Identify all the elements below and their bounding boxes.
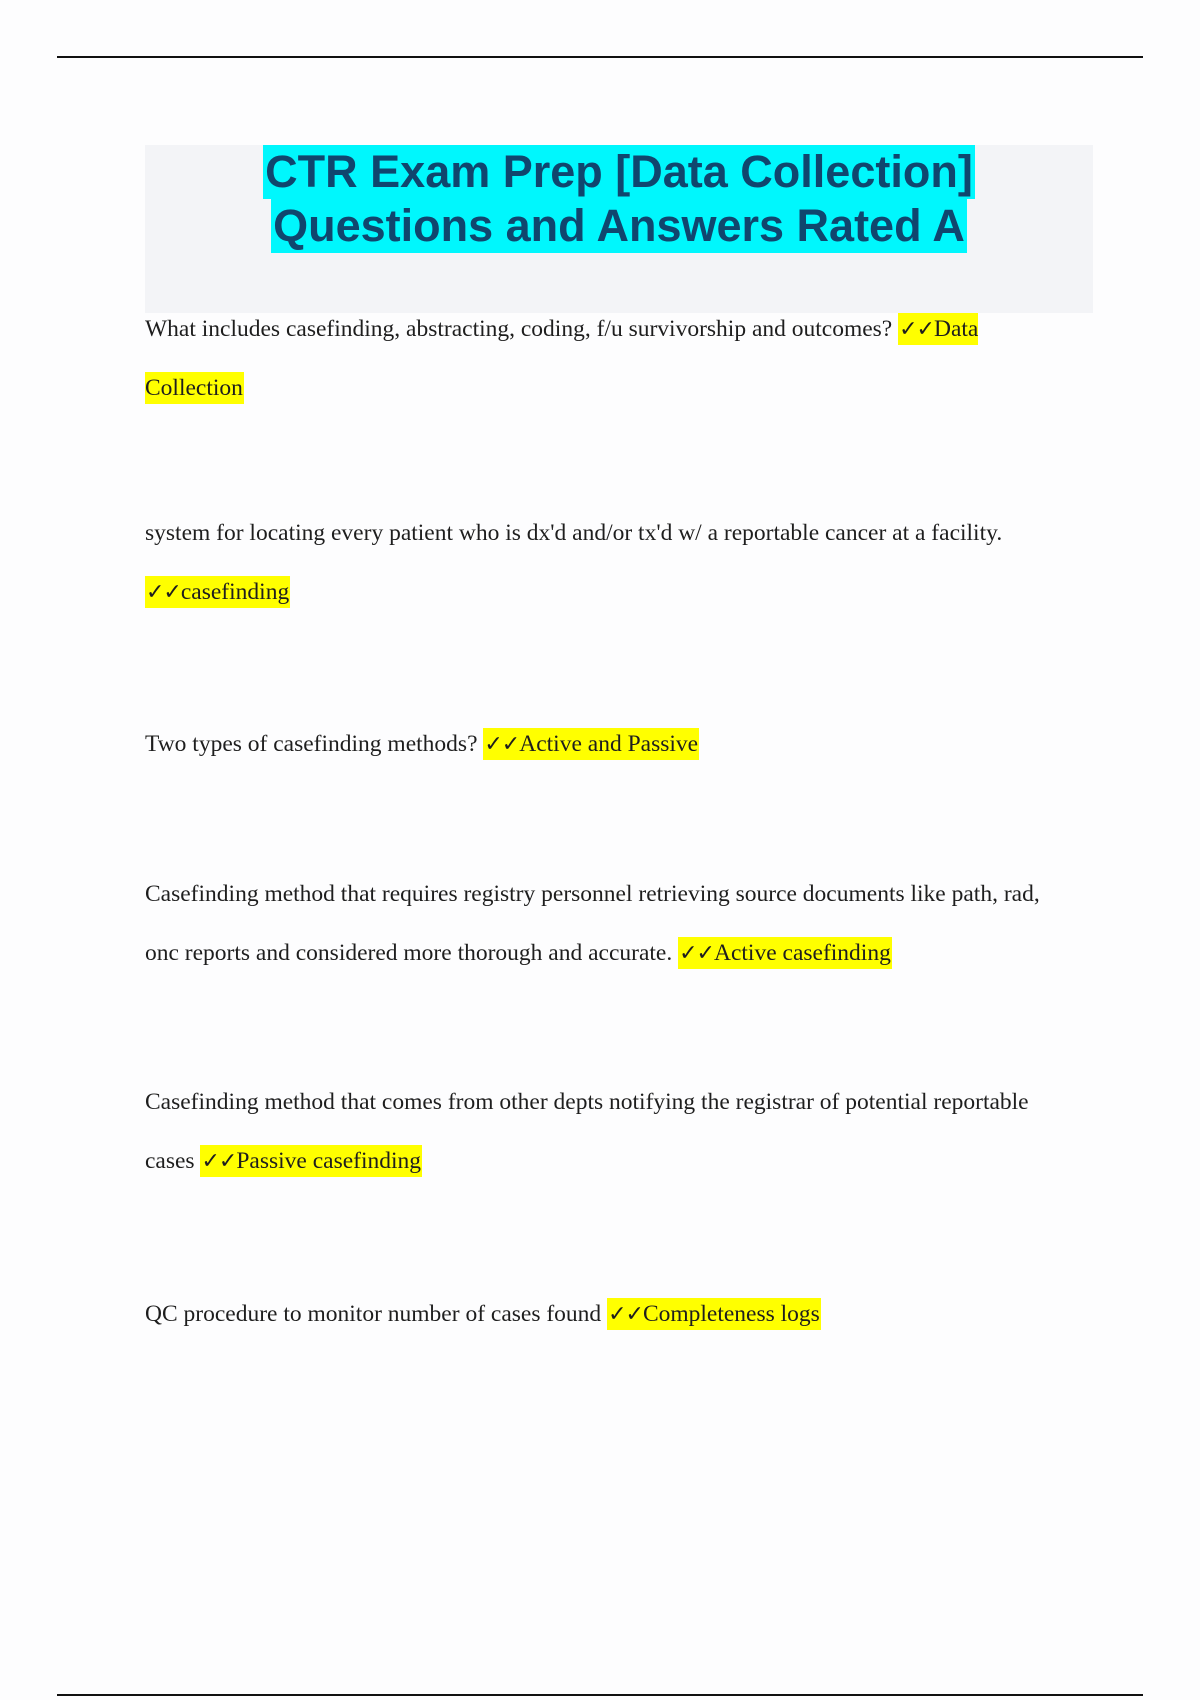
question-text: Casefinding method that requires registry personnel retrieving source documents like path, rad, onc reports and considered more thorough and accurate. [145, 881, 1040, 966]
qa-item [145, 865, 1075, 983]
question-text: Two types of casefinding methods? [145, 731, 478, 757]
answer-text: Active and Passive [519, 731, 699, 757]
question-text: QC procedure to monitor number of cases found [145, 1301, 602, 1327]
question-text: What includes casefinding, abstracting, coding, f/u survivorship and outcomes? [145, 316, 893, 342]
qa-item [145, 1285, 1075, 1344]
qa-item [145, 504, 1075, 622]
answer-highlight [678, 937, 892, 969]
checkmark-icon: ✓✓ [201, 1149, 237, 1174]
checkmark-icon: ✓✓ [146, 580, 181, 605]
checkmark-icon: ✓✓ [608, 1302, 643, 1327]
answer-text: Completeness logs [642, 1301, 820, 1327]
checkmark-icon: ✓✓ [899, 317, 934, 342]
question-text: system for locating every patient who is dx'd and/or tx'd w/ a reportable cancer at a facility. [145, 520, 1003, 546]
title-block [145, 145, 1093, 313]
qa-item [145, 715, 1075, 774]
document-title-line-2: Questions and Answers Rated A [273, 200, 965, 251]
answer-highlight [607, 1298, 821, 1330]
question-text: Casefinding method that comes from other depts notifying the registrar of potential reportable cases [145, 1089, 1029, 1174]
answer-highlight [200, 1145, 422, 1177]
bottom-rule [57, 1694, 1143, 1696]
answer-text: Active casefinding [714, 940, 891, 966]
qa-item [145, 1073, 1075, 1191]
checkmark-icon: ✓✓ [484, 732, 520, 757]
document-title-line-1: CTR Exam Prep [Data Collection] [265, 146, 973, 197]
answer-text: casefinding [180, 579, 290, 605]
top-rule [57, 56, 1143, 58]
answer-text: Data Collection [145, 316, 979, 401]
answer-highlight [483, 728, 699, 760]
checkmark-icon: ✓✓ [679, 941, 714, 966]
answer-text: Passive casefinding [236, 1148, 422, 1174]
answer-highlight [145, 576, 290, 608]
qa-item [145, 300, 1075, 418]
